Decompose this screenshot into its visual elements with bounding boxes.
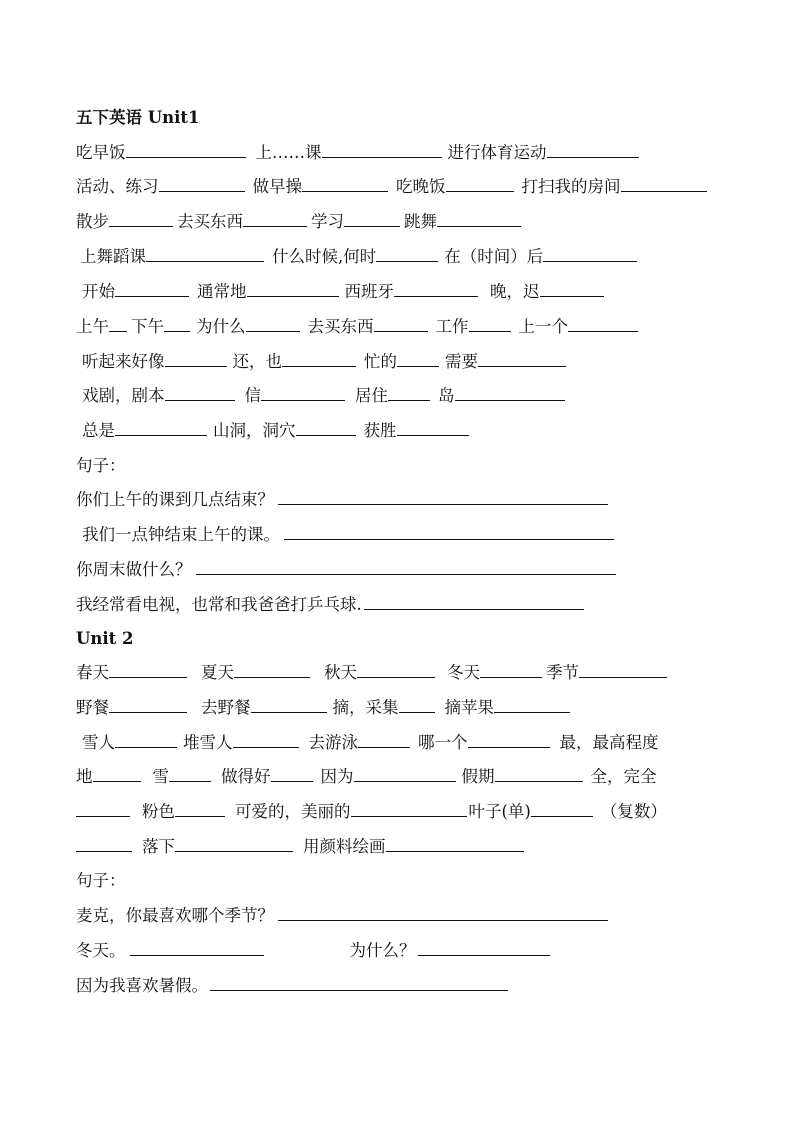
vocab-prompt: 居住 — [355, 386, 388, 405]
answer-blank[interactable] — [243, 211, 307, 227]
answer-blank[interactable] — [322, 142, 442, 158]
vocab-prompt: 获胜 — [363, 421, 397, 440]
vocab-prompt: 跳舞 — [404, 212, 437, 231]
answer-blank[interactable] — [446, 176, 514, 192]
vocab-prompt: 工作 — [435, 317, 469, 336]
answer-blank[interactable] — [394, 281, 478, 297]
vocab-prompt: 还，也 — [232, 352, 282, 371]
vocab-prompt: 地 — [76, 767, 93, 786]
sentences-heading-text: 句子： — [76, 871, 126, 890]
answer-blank[interactable] — [547, 142, 639, 158]
sentence-line — [76, 905, 608, 927]
answer-blank[interactable] — [115, 732, 177, 748]
vocab-prompt: 总是 — [82, 421, 115, 440]
answer-blank[interactable] — [568, 316, 638, 332]
answer-blank[interactable] — [495, 766, 583, 782]
vocab-prompt: 堆雪人 — [183, 733, 233, 752]
vocab-prompt: 雪 — [152, 767, 169, 786]
answer-blank[interactable] — [115, 420, 207, 436]
sentences-heading — [76, 870, 126, 892]
vocab-prompt: 雪人 — [82, 733, 115, 752]
vocab-prompt: （复数） — [600, 802, 667, 821]
answer-blank[interactable] — [386, 836, 524, 852]
vocab-line — [76, 176, 707, 198]
vocab-prompt: 吃晚饭 — [396, 177, 446, 196]
vocab-line — [76, 662, 667, 684]
answer-blank[interactable] — [282, 351, 356, 367]
vocab-line — [80, 246, 637, 268]
sentence-prompt: 你们上午的课到几点结束？ — [76, 490, 274, 509]
answer-blank[interactable] — [296, 420, 356, 436]
vocab-line — [76, 316, 638, 338]
vocab-prompt: 山洞，洞穴 — [213, 421, 296, 440]
vocab-prompt: 开始 — [82, 282, 115, 301]
vocab-prompt: 摘，采集 — [332, 698, 399, 717]
vocab-prompt: 什么时候,何时 — [272, 247, 377, 266]
title-text: 五下英语 Unit1 — [76, 108, 200, 127]
answer-blank[interactable] — [159, 176, 245, 192]
answer-blank[interactable] — [261, 385, 345, 401]
answer-blank[interactable] — [358, 732, 410, 748]
vocab-prompt: 岛 — [438, 386, 455, 405]
answer-blank[interactable] — [165, 385, 235, 401]
answer-blank[interactable] — [469, 316, 511, 332]
answer-blank[interactable] — [540, 281, 604, 297]
unit2-heading — [76, 628, 134, 650]
sentence-prompt: 我们一点钟结束上午的课。 — [82, 525, 280, 544]
sentence-line — [82, 524, 614, 546]
vocab-prompt: 信 — [244, 386, 261, 405]
answer-blank[interactable] — [357, 662, 435, 678]
sentence-prompt: 你周末做什么？ — [76, 560, 192, 579]
vocab-prompt: 季节 — [546, 663, 579, 682]
answer-blank[interactable] — [455, 385, 565, 401]
sentences-heading — [76, 455, 126, 477]
vocab-line — [76, 142, 639, 164]
answer-blank[interactable] — [109, 316, 127, 332]
vocab-prompt: 全，完全 — [590, 767, 657, 786]
vocab-prompt: 春天 — [76, 663, 109, 682]
vocab-prompt: 戏剧，剧本 — [82, 386, 165, 405]
vocab-prompt: 去买东西 — [307, 317, 374, 336]
sentence-prompt: 麦克，你最喜欢哪个季节？ — [76, 906, 274, 925]
vocab-prompt: 野餐 — [76, 698, 109, 717]
answer-blank[interactable] — [175, 836, 293, 852]
sentence-prompt: 为什么？ — [349, 941, 416, 960]
answer-blank[interactable] — [130, 940, 264, 956]
answer-blank[interactable] — [579, 662, 667, 678]
unit2-heading-text: Unit 2 — [76, 629, 134, 648]
answer-blank[interactable] — [246, 316, 300, 332]
answer-blank[interactable] — [388, 385, 430, 401]
sentence-prompt: 冬天。 — [76, 941, 126, 960]
answer-blank[interactable] — [397, 351, 439, 367]
answer-blank[interactable] — [93, 766, 141, 782]
answer-blank[interactable] — [109, 211, 173, 227]
vocab-prompt: 秋天 — [324, 663, 357, 682]
sentence-line — [76, 975, 508, 997]
answer-blank[interactable] — [284, 524, 614, 540]
vocab-line — [76, 211, 521, 233]
answer-blank[interactable] — [531, 801, 593, 817]
answer-blank[interactable] — [278, 489, 608, 505]
answer-blank[interactable] — [76, 836, 132, 852]
vocab-line — [82, 351, 566, 373]
vocab-prompt: 做得好 — [221, 767, 271, 786]
answer-blank[interactable] — [164, 316, 190, 332]
answer-blank[interactable] — [364, 594, 584, 610]
answer-blank[interactable] — [418, 940, 550, 956]
worksheet-title — [76, 107, 200, 129]
vocab-prompt: 在（时间）后 — [444, 247, 544, 266]
vocab-prompt: 去野餐 — [201, 698, 251, 717]
answer-blank[interactable] — [234, 662, 310, 678]
vocab-prompt: 忙的 — [364, 352, 397, 371]
answer-blank[interactable] — [399, 697, 435, 713]
answer-blank[interactable] — [271, 766, 313, 782]
sentence-prompt: 因为我喜欢暑假。 — [76, 976, 208, 995]
sentence-line — [76, 940, 550, 962]
answer-blank[interactable] — [480, 662, 542, 678]
vocab-prompt: 吃早饭 — [76, 143, 126, 162]
answer-blank[interactable] — [354, 766, 456, 782]
vocab-prompt: 上舞蹈课 — [80, 247, 146, 266]
vocab-prompt: 可爱的，美丽的 — [235, 802, 351, 821]
vocab-line — [76, 836, 524, 858]
answer-blank[interactable] — [621, 176, 707, 192]
answer-blank[interactable] — [344, 211, 400, 227]
vocab-prompt: 粉色 — [142, 802, 175, 821]
vocab-prompt: 最，最高程度 — [559, 733, 659, 752]
vocab-line — [76, 801, 667, 823]
answer-blank[interactable] — [165, 351, 227, 367]
answer-blank[interactable] — [478, 351, 566, 367]
vocab-prompt: 冬天 — [447, 663, 480, 682]
answer-blank[interactable] — [146, 246, 264, 262]
sentences-heading-text: 句子： — [76, 456, 126, 475]
answer-blank[interactable] — [302, 176, 388, 192]
vocab-prompt: 为什么 — [196, 317, 246, 336]
vocab-prompt: 晚，迟 — [490, 282, 540, 301]
vocab-prompt: 夏天 — [201, 663, 234, 682]
vocab-prompt: 做早操 — [252, 177, 302, 196]
vocab-prompt: 打扫我的房间 — [521, 177, 621, 196]
vocab-prompt: 散步 — [76, 212, 109, 231]
answer-blank[interactable] — [376, 246, 438, 262]
vocab-prompt: 去买东西 — [177, 212, 243, 231]
sentence-prompt: 我经常看电视，也常和我爸爸打乒乓球. — [76, 595, 362, 614]
vocab-prompt: 通常地 — [197, 282, 247, 301]
answer-blank[interactable] — [374, 316, 428, 332]
vocab-prompt: 需要 — [445, 352, 478, 371]
vocab-prompt: 用颜料绘画 — [303, 837, 386, 856]
vocab-line — [82, 420, 469, 442]
vocab-prompt: 落下 — [142, 837, 175, 856]
answer-blank[interactable] — [251, 697, 327, 713]
answer-blank[interactable] — [175, 801, 225, 817]
vocab-prompt: 哪一个 — [418, 733, 468, 752]
answer-blank[interactable] — [210, 975, 508, 991]
vocab-prompt: 活动、练习 — [76, 177, 159, 196]
vocab-prompt: 下午 — [131, 317, 164, 336]
vocab-prompt: 西班牙 — [344, 282, 394, 301]
sentence-line — [76, 489, 608, 511]
vocab-prompt: 假期 — [461, 767, 495, 786]
answer-blank[interactable] — [196, 559, 616, 575]
sentence-line — [76, 594, 584, 616]
vocab-prompt: 学习 — [311, 212, 344, 231]
vocab-prompt: 听起来好像 — [82, 352, 165, 371]
answer-blank[interactable] — [233, 732, 299, 748]
vocab-line — [82, 385, 565, 407]
answer-blank[interactable] — [468, 732, 550, 748]
answer-blank[interactable] — [494, 697, 570, 713]
vocab-prompt: 上午 — [76, 317, 109, 336]
vocab-line — [82, 281, 604, 303]
answer-blank[interactable] — [397, 420, 469, 436]
vocab-line — [76, 766, 657, 788]
answer-blank[interactable] — [115, 281, 189, 297]
answer-blank[interactable] — [76, 801, 130, 817]
vocab-prompt: 摘苹果 — [444, 698, 494, 717]
answer-blank[interactable] — [278, 905, 608, 921]
answer-blank[interactable] — [109, 697, 187, 713]
sentence-line — [76, 559, 616, 581]
vocab-prompt: 因为 — [320, 767, 354, 786]
answer-blank[interactable] — [543, 246, 637, 262]
vocab-line — [76, 697, 570, 719]
answer-blank[interactable] — [437, 211, 521, 227]
answer-blank[interactable] — [126, 142, 246, 158]
vocab-prompt: 上……课 — [255, 143, 322, 162]
vocab-line — [82, 732, 659, 754]
answer-blank[interactable] — [351, 801, 467, 817]
answer-blank[interactable] — [169, 766, 211, 782]
vocab-prompt: 进行体育运动 — [447, 143, 547, 162]
vocab-prompt: 去游泳 — [308, 733, 358, 752]
vocab-prompt: 叶子(单) — [468, 802, 531, 821]
answer-blank[interactable] — [247, 281, 339, 297]
vocab-prompt: 上一个 — [518, 317, 568, 336]
answer-blank[interactable] — [109, 662, 187, 678]
